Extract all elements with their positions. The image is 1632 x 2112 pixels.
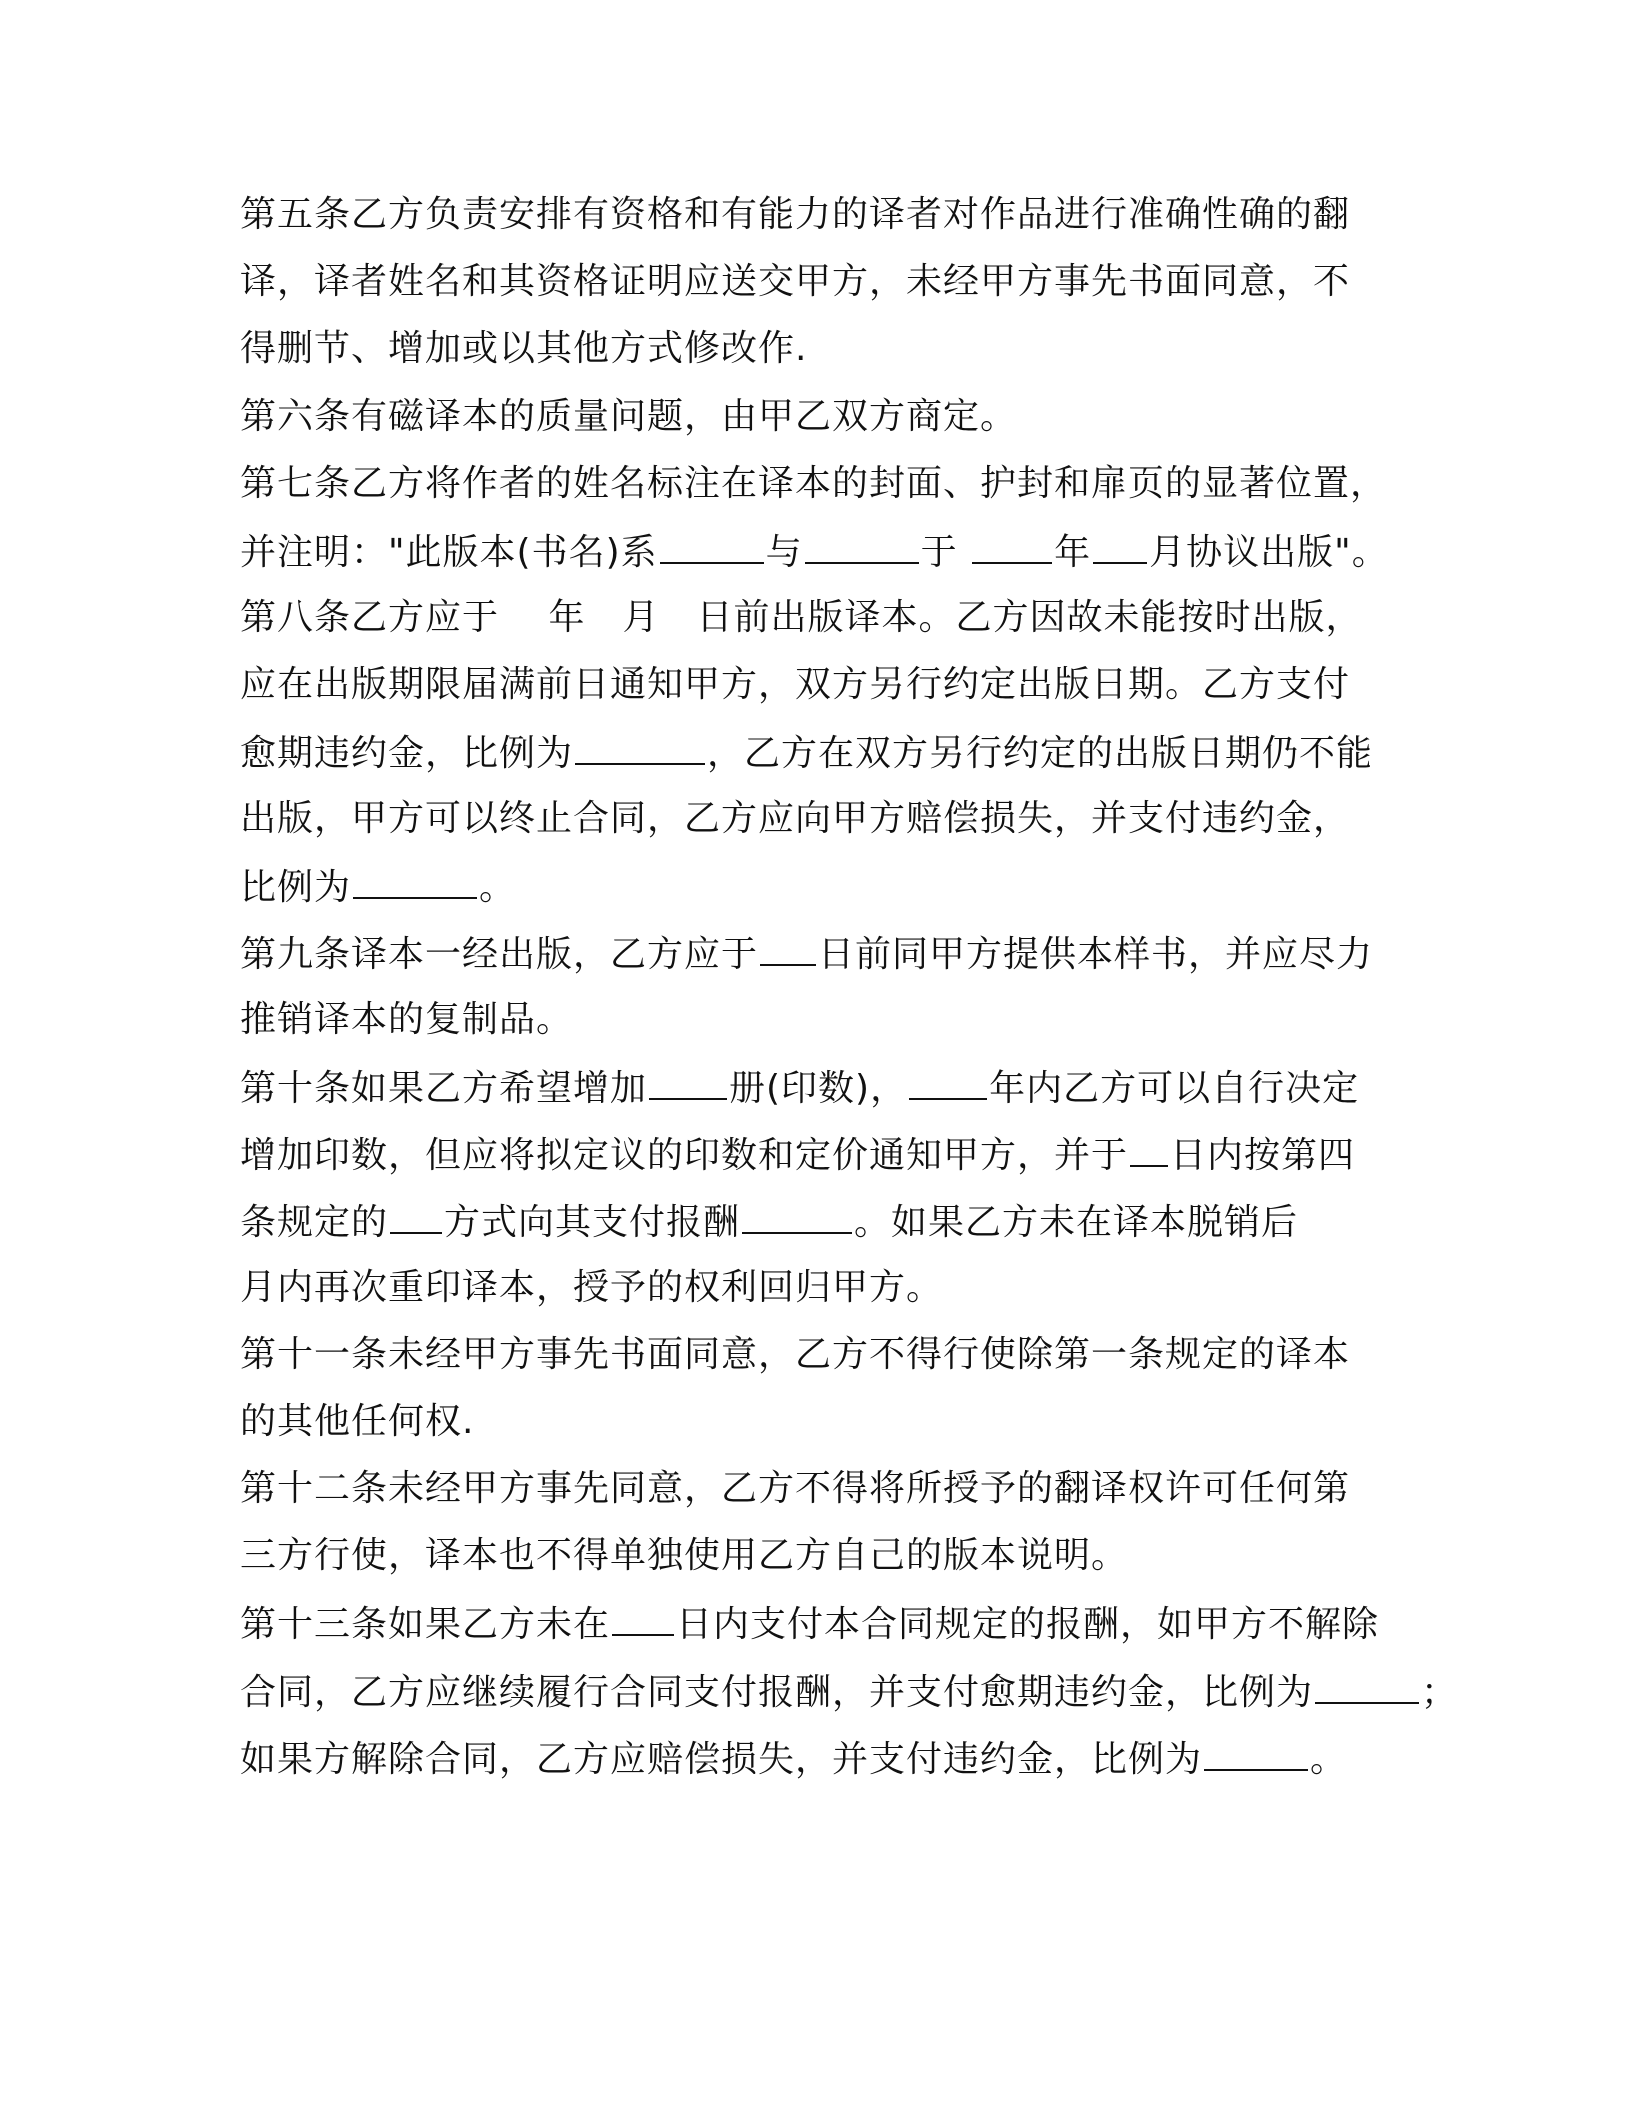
- line-text: 译，译者姓名和其资格证明应送交甲方，未经甲方事先书面同意，不: [240, 261, 1351, 302]
- text-line: [240, 459, 1387, 509]
- line-text: 月内再次重印译本，授予的权利回归甲方。: [240, 1267, 944, 1308]
- text-line: [240, 928, 1373, 978]
- line-text: 。: [479, 867, 517, 908]
- text-line: [240, 1330, 1350, 1380]
- text-line: [240, 660, 1350, 710]
- text-line: [240, 1062, 1359, 1112]
- line-text: 三方行使，译本也不得单独使用乙方自己的版本说明。: [240, 1535, 1129, 1576]
- text-line: [240, 1733, 1347, 1783]
- fill-in-blank: [353, 861, 477, 899]
- line-text: 年内乙方可以自行决定: [989, 1068, 1360, 1109]
- line-text: 第六条有磁译本的质量问题，由甲乙双方商定。: [240, 396, 1018, 437]
- line-text: 并注明："此版本(书名)系: [240, 532, 658, 573]
- line-text: ，乙方在双方另行约定的出版日期仍不能: [707, 733, 1374, 774]
- text-line: [240, 257, 1350, 307]
- line-text: 第九条译本一经出版，乙方应于: [240, 934, 759, 975]
- line-text: 如果方解除合同，乙方应赔偿损失，并支付违约金，比例为: [240, 1739, 1203, 1780]
- line-text: 第五条乙方负责安排有资格和有能力的译者对作品进行准确性确的翻: [240, 194, 1351, 235]
- line-text: 日内支付本合同规定的报酬，如甲方不解除: [676, 1604, 1380, 1645]
- line-text: 条规定的: [240, 1202, 389, 1243]
- line-text: 第十三条如果乙方未在: [240, 1604, 611, 1645]
- line-text: 与: [765, 532, 803, 573]
- line-text: 方式向其支付报酬: [444, 1202, 741, 1243]
- text-line: [240, 526, 1389, 576]
- text-line: [240, 1666, 1458, 1716]
- fill-in-blank: [660, 526, 764, 564]
- fill-in-blank: [760, 928, 816, 966]
- fill-in-blank: [649, 1062, 727, 1100]
- fill-in-blank: [1093, 526, 1147, 564]
- text-line: [240, 727, 1373, 777]
- line-text: 比例为: [240, 867, 352, 908]
- text-line: [240, 190, 1350, 240]
- line-text: 册(印数)，: [729, 1068, 908, 1109]
- text-line: [240, 861, 516, 911]
- fill-in-blank: [972, 526, 1052, 564]
- line-text: 。如果乙方未在译本脱销后: [854, 1202, 1299, 1243]
- text-line: [240, 1598, 1379, 1648]
- line-text: 合同，乙方应继续履行合同支付报酬，并支付愈期违约金，比例为: [240, 1672, 1314, 1713]
- text-line: [240, 995, 573, 1045]
- text-line: [240, 1263, 943, 1313]
- line-text: 的其他任何权.: [240, 1401, 475, 1442]
- fill-in-blank: [1315, 1666, 1419, 1704]
- line-text: 第十一条未经甲方事先书面同意，乙方不得行使除第一条规定的译本: [240, 1334, 1351, 1375]
- line-text: 愈期违约金，比例为: [240, 733, 574, 774]
- text-line: [240, 324, 807, 374]
- line-text: 月协议出版"。: [1149, 532, 1389, 573]
- line-text: 于: [920, 532, 971, 573]
- line-text: 。: [1310, 1739, 1348, 1780]
- fill-in-blank: [909, 1062, 987, 1100]
- line-text: 出版，甲方可以终止合同，乙方应向甲方赔偿损失，并支付违约金，: [240, 798, 1351, 839]
- fill-in-blank: [575, 727, 705, 765]
- fill-in-blank: [612, 1598, 674, 1636]
- text-line: [240, 392, 1017, 442]
- text-line: [240, 1464, 1350, 1514]
- line-text: ；: [1421, 1672, 1459, 1713]
- line-text: 第十二条未经甲方事先同意，乙方不得将所授予的翻译权许可任何第: [240, 1468, 1351, 1509]
- text-line: [240, 1531, 1128, 1581]
- line-text: 年: [1054, 532, 1092, 573]
- line-text: 推销译本的复制品。: [240, 999, 574, 1040]
- text-line: [240, 593, 1362, 643]
- line-text: 第七条乙方将作者的姓名标注在译本的封面、护封和扉页的显著位置，: [240, 463, 1388, 504]
- line-text: 应在出版期限届满前日通知甲方，双方另行约定出版日期。乙方支付: [240, 664, 1351, 705]
- fill-in-blank: [805, 526, 919, 564]
- text-line: [240, 1196, 1298, 1246]
- fill-in-blank: [1204, 1733, 1308, 1771]
- text-line: [240, 1129, 1355, 1179]
- line-text: 日前同甲方提供本样书，并应尽力: [818, 934, 1374, 975]
- fill-in-blank: [1130, 1129, 1168, 1167]
- fill-in-blank: [390, 1196, 442, 1234]
- line-text: 第十条如果乙方希望增加: [240, 1068, 648, 1109]
- line-text: 日内按第四: [1170, 1135, 1356, 1176]
- text-line: [240, 1397, 474, 1447]
- line-text: 增加印数，但应将拟定议的印数和定价通知甲方，并于: [240, 1135, 1129, 1176]
- line-text: 第八条乙方应于 年 月 日前出版译本。乙方因故未能按时出版，: [240, 597, 1363, 638]
- line-text: 得删节、增加或以其他方式修改作.: [240, 328, 808, 369]
- text-line: [240, 794, 1350, 844]
- fill-in-blank: [742, 1196, 852, 1234]
